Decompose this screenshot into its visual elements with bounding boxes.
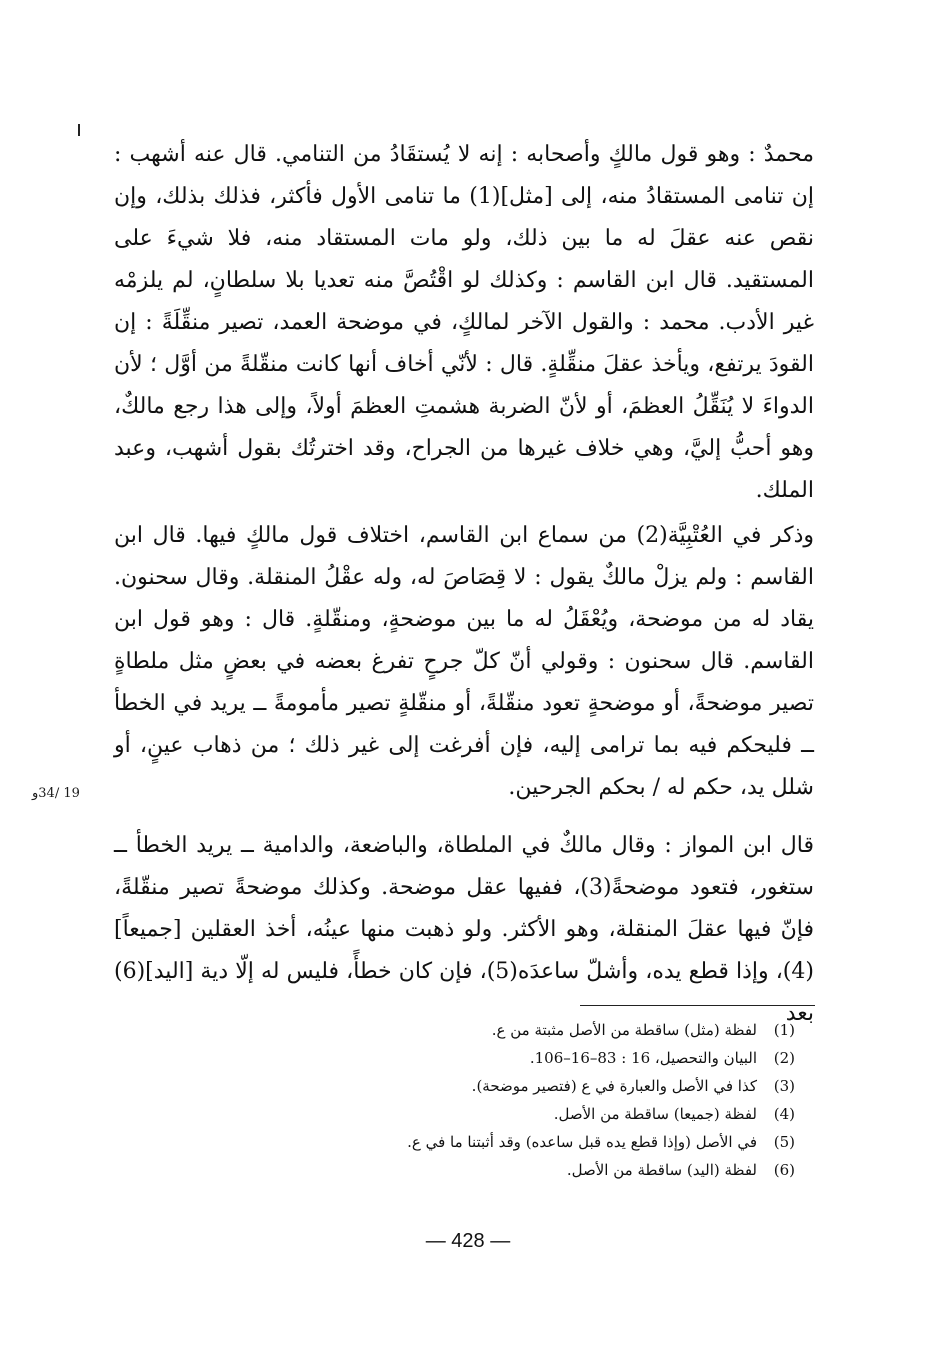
footnote-1 [250, 1016, 795, 1044]
paragraph-2 [114, 515, 814, 809]
footnote-text: في الأصل (وإذا قطع يده قبل ساعده) وقد أثبتنا ما في ع. [407, 1133, 757, 1151]
footnote-text: لفظة (مثل) ساقطة من الأصل مثبتة من ع. [491, 1021, 757, 1039]
footnote-number: (4) [773, 1105, 795, 1123]
paragraph-1-text: محمدٌ : وهو قول مالكٍ وأصحابه : إنه لا يُستقَادُ من التنامي. قال عنه أشهب : إن تنامى المستقادُ منه، إلى [مثل](1) ما تنامى الأول فأكثر، فذلك بذلك، وإن نقص عنه عقلَ له ما بين ذلك، ولو مات المستقاد منه، فلا شيءَ على المستقيد. قال ابن القاسم : وكذلك لو اقْتُصَّ منه تعديا بلا سلطانٍ، لم يلزمْه غير الأدب. محمد : والقول الآخر لمالكٍ، في موضحة العمد، تصير منقِّلَةً : إن القودَ يرتفع، ويأخذ عقلَ منقِّلةٍ. قال : لأنّي أخاف أنها كانت منقّلةً من أوَّل ؛ لأن الدواءَ لا يُنَقِّلُ العظمَ، أو لأنّ الضربة هشمتِ العظمَ أولاً، وإلى هذا رجع مالكٌ، وهو أحبُّ إليَّ، وهي خلاف غيرها من الجراح، وقد اخترتُك بقول أشهب، وعبد الملك. [114, 142, 814, 503]
footnote-6 [250, 1156, 795, 1184]
footnote-number: (2) [773, 1049, 795, 1067]
footnote-3 [250, 1072, 795, 1100]
footnote-2 [250, 1044, 795, 1072]
footnote-text: لفظة (اليد) ساقطة من الأصل. [566, 1161, 757, 1179]
paragraph-1 [114, 134, 814, 512]
page-number: — 428 — [425, 1230, 511, 1252]
paragraph-3 [114, 825, 814, 1035]
margin-folio-reference: 19 /34و [32, 786, 80, 801]
footnote-number: (3) [773, 1077, 795, 1095]
paragraph-2-text: وذكر في العُتْبِيَّة(2) من سماع ابن القاسم، اختلاف قول مالكٍ فيها. قال ابن القاسم : ولم يزلْ مالكٌ يقول : لا قِصَاصَ له، وله عقْلُ المنقلة. وقال سحنون. يقاد له من موضحة، ويُعْقَلُ له ما بين موضحةٍ، ومنقّلةٍ. قال : وهو قول ابن القاسم. قال سحنون : وقولي أنّ كلّ جرحٍ تفرغ بعضه في بعضٍ مثل ملطاةٍ تصير موضحةً، أو موضحةٍ تعود منقّلةً، أو منقّلةٍ تصير مأمومةً ــ يريد في الخطأ ــ فليحكم فيه بما ترامى إليه، فإن أفرغت إلى غير ذلك ؛ من ذهاب عينٍ، أو شلل يد، حكم له / بحكم الجرحين. [114, 523, 814, 800]
footnote-5 [250, 1128, 795, 1156]
paragraph-3-text: قال ابن المواز : وقال مالكٌ في الملطاة، والباضعة، والدامية ــ يريد الخطأ ــ ستغور، فتعود موضحةً(3)، ففيها عقل موضحة. وكذلك موضحةً تصير منقّلةً، فإنّ فيها عقلَ المنقلة، وهو الأكثر. ولو ذهبت منها عينُه، أخذ العقلين [جميعاً](4)، وإذا قطع يده، وأشلّ ساعدَه(5)، فإن كان خطأً، فليس له إلّا دية [اليد](6) بعد [114, 833, 814, 1026]
footnote-4 [250, 1100, 795, 1128]
footnote-number: (5) [773, 1133, 795, 1151]
footnote-number: (6) [773, 1161, 795, 1179]
footnote-text: البيان والتحصيل، 16 : 83–16–106. [529, 1049, 757, 1067]
footnote-text: كذا في الأصل والعبارة في ع (فتصير موضحة). [471, 1077, 757, 1095]
footnote-number: (1) [773, 1021, 795, 1039]
footnotes-list [250, 1016, 795, 1184]
footnote-separator [580, 1005, 815, 1006]
footnote-text: لفظة (جميعا) ساقطة من الأصل. [553, 1105, 757, 1123]
margin-tick-mark [78, 124, 80, 136]
